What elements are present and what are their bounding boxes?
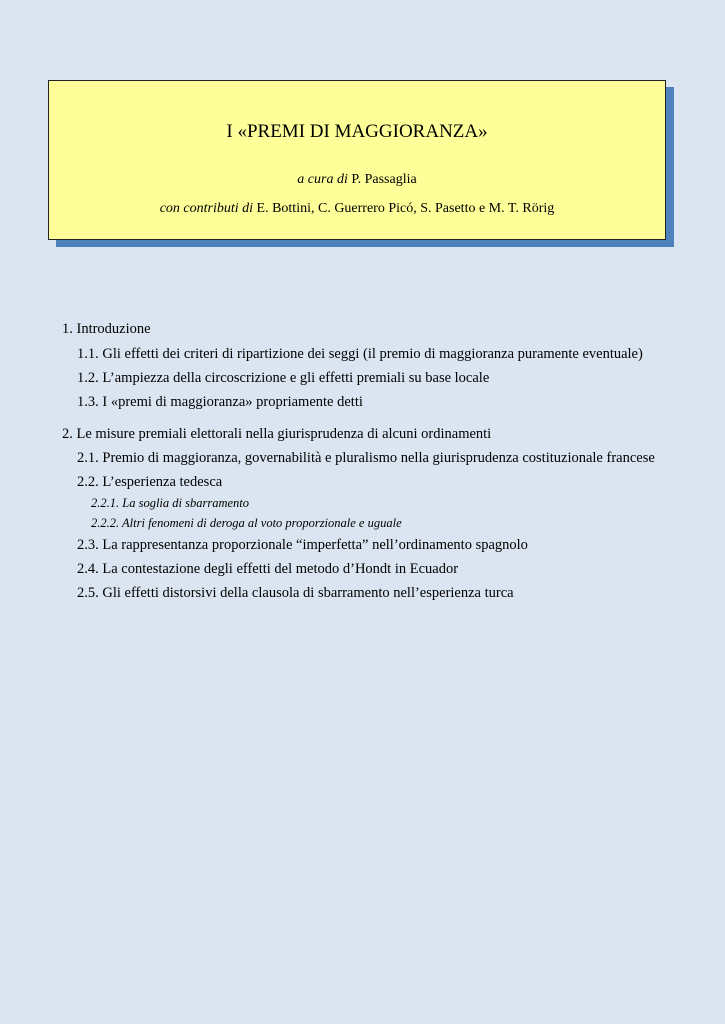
toc-item-2-2[interactable]: 2.2. L’esperienza tedesca	[77, 474, 223, 490]
toc-item-2-2-1[interactable]: 2.2.1. La soglia di sbarramento	[91, 496, 250, 510]
toc-item-1-1[interactable]: 1.1. Gli effetti dei criteri di ripartizione dei seggi (il premio di maggioranza puramente eventuale)	[77, 346, 643, 362]
page-title: I «PREMI DI MAGGIORANZA»	[226, 121, 488, 142]
contributors-prefix: con contributi di	[159, 201, 254, 216]
toc-item-1-2[interactable]: 1.2. L’ampiezza della circoscrizione e gli effetti premiali su base locale	[77, 370, 490, 386]
contributors-line	[49, 200, 665, 218]
toc-item-2-3[interactable]: 2.3. La rappresentanza proporzionale “imperfetta” nell’ordinamento spagnolo	[77, 537, 528, 553]
contributors-names: E. Bottini, C. Guerrero Picó, S. Pasetto e M. T. Rörig	[256, 201, 555, 216]
curator-line	[49, 171, 665, 189]
toc-item-2-2-2[interactable]: 2.2.2. Altri fenomeni di deroga al voto proporzionale e uguale	[91, 516, 402, 530]
toc-item-1-3[interactable]: 1.3. I «premi di maggioranza» propriamente detti	[77, 394, 363, 410]
toc-item-1[interactable]: 1. Introduzione	[62, 321, 151, 337]
curator-name: P. Passaglia	[351, 172, 417, 187]
toc-item-2-1[interactable]: 2.1. Premio di maggioranza, governabilità e pluralismo nella giurisprudenza costituzionale francese	[77, 450, 655, 466]
toc-item-2-5[interactable]: 2.5. Gli effetti distorsivi della clausola di sbarramento nell’esperienza turca	[77, 585, 514, 601]
curator-prefix: a cura di	[297, 172, 348, 187]
toc-item-2[interactable]: 2. Le misure premiali elettorali nella giurisprudenza di alcuni ordinamenti	[62, 426, 492, 442]
title-box	[48, 80, 666, 240]
toc-item-2-4[interactable]: 2.4. La contestazione degli effetti del metodo d’Hondt in Ecuador	[77, 561, 459, 577]
